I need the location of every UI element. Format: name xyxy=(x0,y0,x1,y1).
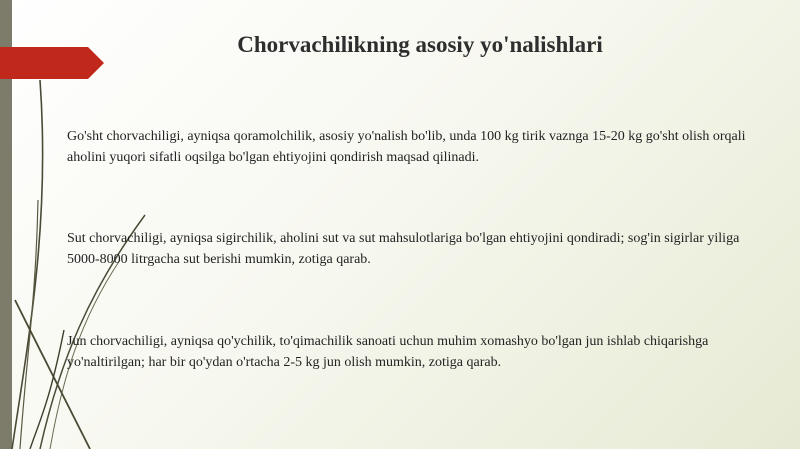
paragraph-dairy-farming: Sut chorvachiligi, ayniqsa sigirchilik, aholini sut va sut mahsulotlariga bo'lgan ehtiyojini qondiradi; sog'in sigirlar yiliga 5000-8000 litrgacha sut berishi mumkin, zotiga qarab. xyxy=(67,231,740,267)
slide-title: Chorvachilikning asosiy yo'nalishlari xyxy=(237,32,603,57)
paragraph-wool-farming: Jun chorvachiligi, ayniqsa qo'ychilik, to'qimachilik sanoati uchun muhim xomashyo bo'lgan jun ishlab chiqarishga yo'naltirilgan; har bir qo'ydan o'rtacha 2-5 kg jun olish mumkin, zotiga qarab. xyxy=(67,334,709,370)
paragraph-meat-farming: Go'sht chorvachiligi, ayniqsa qoramolchilik, asosiy yo'nalish bo'lib, unda 100 kg tirik vaznga 15-20 kg go'sht olish orqali aholini yuqori sifatli oqsilga bo'lgan ehtiyojini qondirish maqsad qilinadi. xyxy=(67,129,746,165)
